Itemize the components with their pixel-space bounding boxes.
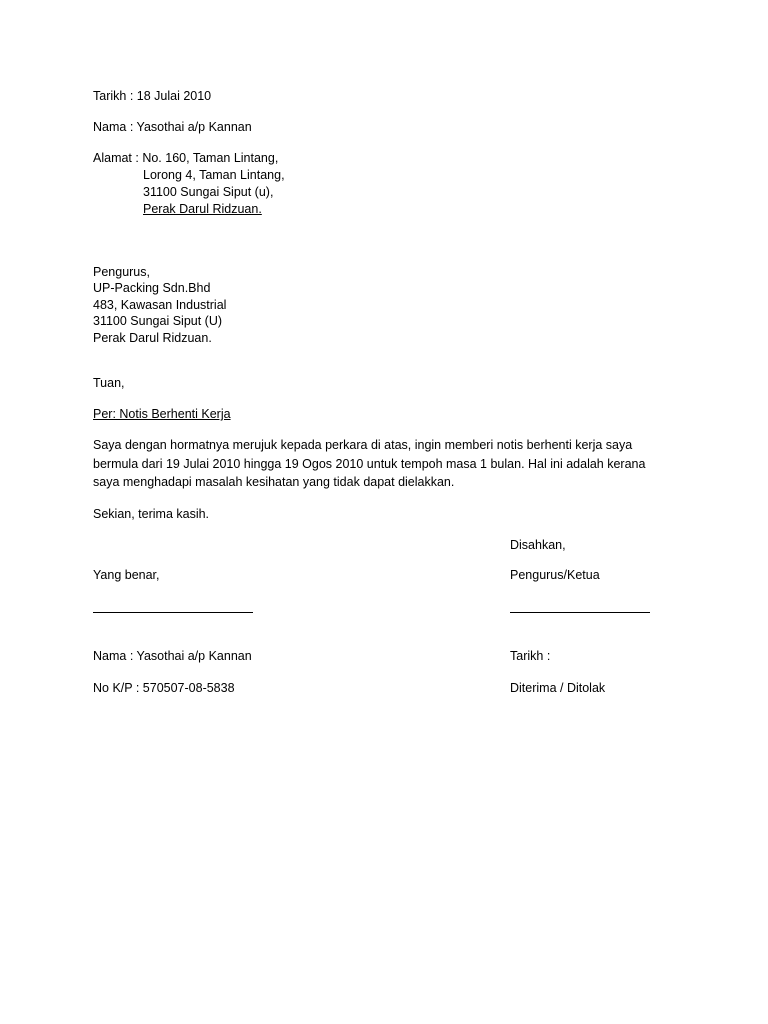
sender-address-line-2: Lorong 4, Taman Lintang,	[143, 168, 285, 182]
recipient-line-2: UP-Packing Sdn.Bhd	[93, 281, 211, 295]
approver-title: Pengurus/Ketua	[510, 568, 600, 582]
approval-status: Diterima / Ditolak	[510, 681, 606, 695]
salutation: Tuan,	[93, 376, 125, 390]
recipient-line-1: Pengurus,	[93, 265, 150, 279]
signer-name: Nama : Yasothai a/p Kannan	[93, 649, 252, 663]
sign-off-label: Yang benar,	[93, 568, 160, 582]
approval-date-label: Tarikh :	[510, 649, 551, 663]
body-line-3: saya menghadapi masalah kesihatan yang tidak dapat dielakkan.	[93, 475, 455, 489]
letter-date: Tarikh : 18 Julai 2010	[93, 89, 212, 103]
recipient-line-3: 483, Kawasan Industrial	[93, 298, 227, 312]
signer-ic-number: No K/P : 570507-08-5838	[93, 681, 235, 695]
approver-signature-line	[510, 612, 650, 613]
body-paragraph	[93, 436, 673, 492]
body-line-2: bermula dari 19 Julai 2010 hingga 19 Ogos 2010 untuk tempoh masa 1 bulan. Hal ini adalah kerana	[93, 456, 646, 471]
sender-address-line-1: Alamat : No. 160, Taman Lintang,	[93, 151, 279, 165]
approved-label: Disahkan,	[510, 538, 566, 552]
sender-name: Nama : Yasothai a/p Kannan	[93, 120, 252, 134]
sender-signature-line	[93, 612, 253, 613]
sender-address-line-3: 31100 Sungai Siput (u),	[143, 185, 274, 199]
recipient-line-5: Perak Darul Ridzuan.	[93, 331, 212, 345]
body-line-1: Saya dengan hormatnya merujuk kepada perkara di atas, ingin memberi notis berhenti kerja saya	[93, 438, 633, 452]
closing-text: Sekian, terima kasih.	[93, 507, 210, 521]
sender-address-line-4: Perak Darul Ridzuan.	[143, 202, 262, 216]
recipient-line-4: 31100 Sungai Siput (U)	[93, 314, 223, 328]
subject-line: Per: Notis Berhenti Kerja	[93, 407, 231, 421]
